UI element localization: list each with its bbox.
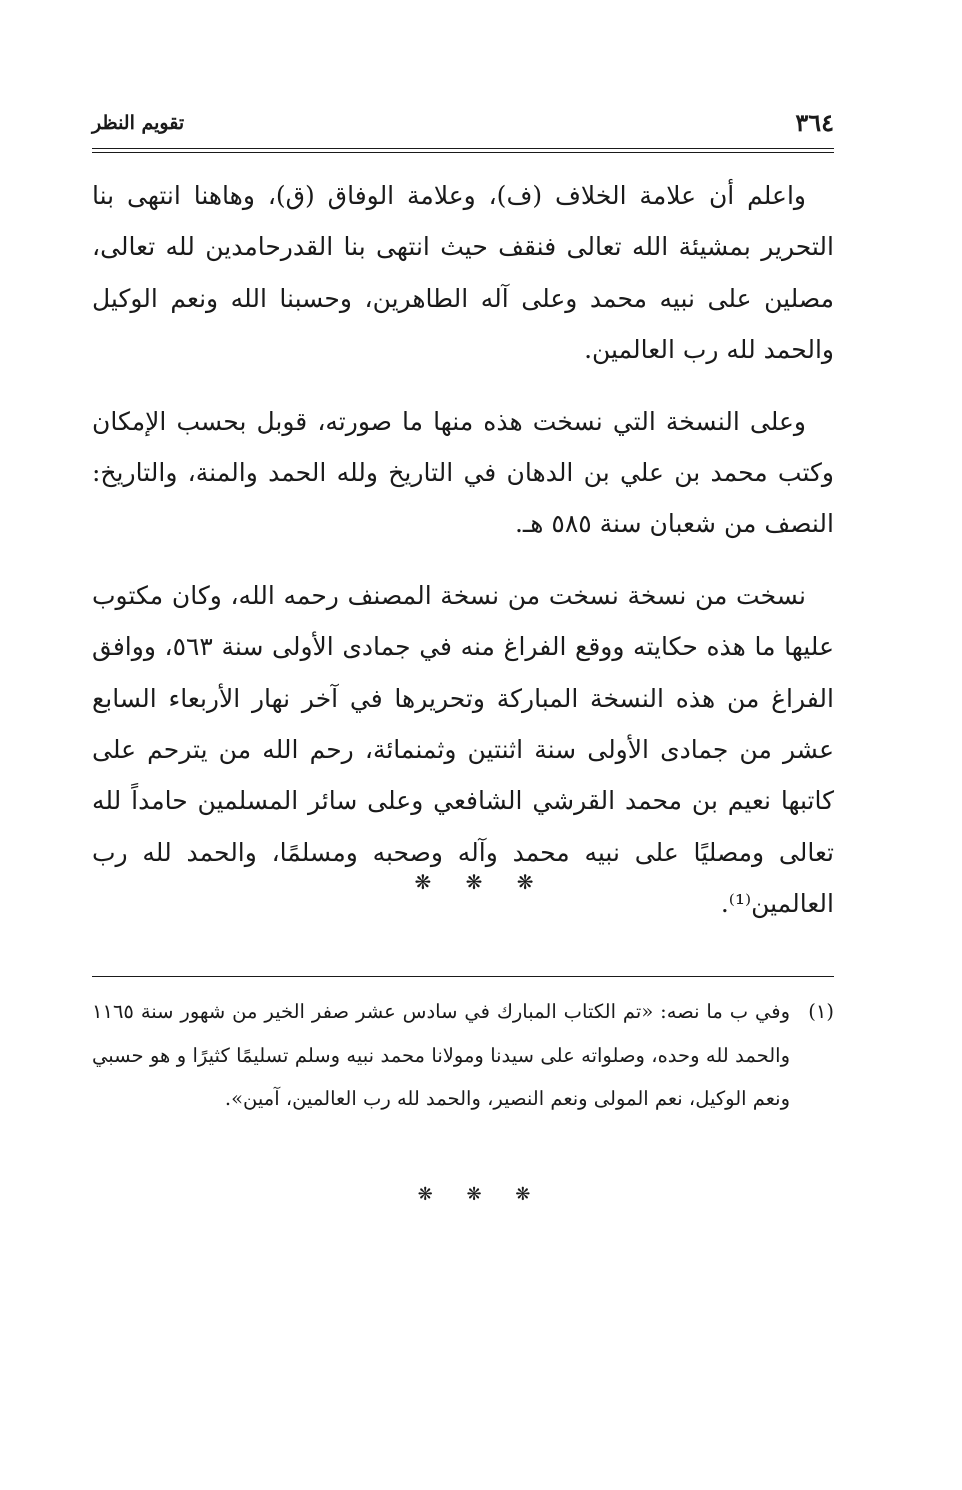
header-rule xyxy=(92,148,834,153)
page-number: ٣٦٤ xyxy=(795,108,834,137)
running-title: تقويم النظر xyxy=(92,112,185,134)
end-separator: ❋ ❋ ❋ xyxy=(417,1184,545,1205)
footnote-rule xyxy=(92,976,834,977)
main-text xyxy=(92,170,834,950)
page-header xyxy=(92,108,834,144)
paragraph: واعلم أن علامة الخلاف (ف)، وعلامة الوفاق (ق)، وهاهنا انتهى بنا التحرير بمشيئة الله تعالى فنقف حيث انتهى بنا القدرحامدين لله تعالى، مصلين على نبيه محمد وعلى آله الطاهرين، وحسبنا الله ونعم الوكيل والحمد لله رب العالمين. xyxy=(92,181,834,365)
section-separator: ❋ ❋ ❋ xyxy=(414,870,548,894)
footnote-text: وفي ب ما نصه: «تم الكتاب المبارك في سادس عشر صفر الخير من شهور سنة ١١٦٥ والحمد لله وحده، وصلواته على سيدنا ومولانا محمد نبيه وسلم تسليمًا كثيرًا و هو حسبي ونعم الوكيل، نعم المولى ونعم النصير، والحمد لله رب العالمين، آمين». xyxy=(92,1000,790,1110)
footnote-marker: (١) xyxy=(808,1000,834,1023)
paragraph: وعلى النسخة التي نسخت هذه منها ما صورته، قوبل بحسب الإمكان وكتب محمد بن علي بن الدهان في التاريخ ولله الحمد والمنة، والتاريخ: النصف من شعبان سنة ٥٨٥ هـ. xyxy=(92,406,834,539)
footnotes xyxy=(92,990,834,1121)
paragraph: نسخت من نسخة نسخت من نسخة المصنف رحمه الله، وكان مكتوب عليها ما هذه حكايته ووقع الفراغ منه في جمادى الأولى سنة ٥٦٣، ووافق الفراغ من هذه النسخة المباركة وتحريرها في آخر نهار الأربعاء السابع عشر من جمادى الأولى سنة اثنتين وثمنمائة، رحم الله من يترحم على كاتبها نعيم بن محمد القرشي الشافعي وعلى سائر المسلمين حامداً لله تعالى ومصليًا على نبيه محمد وآله وصحبه ومسلمًا، والحمد لله رب العالمين⁽¹⁾. xyxy=(92,580,834,919)
footnote xyxy=(92,990,834,1121)
